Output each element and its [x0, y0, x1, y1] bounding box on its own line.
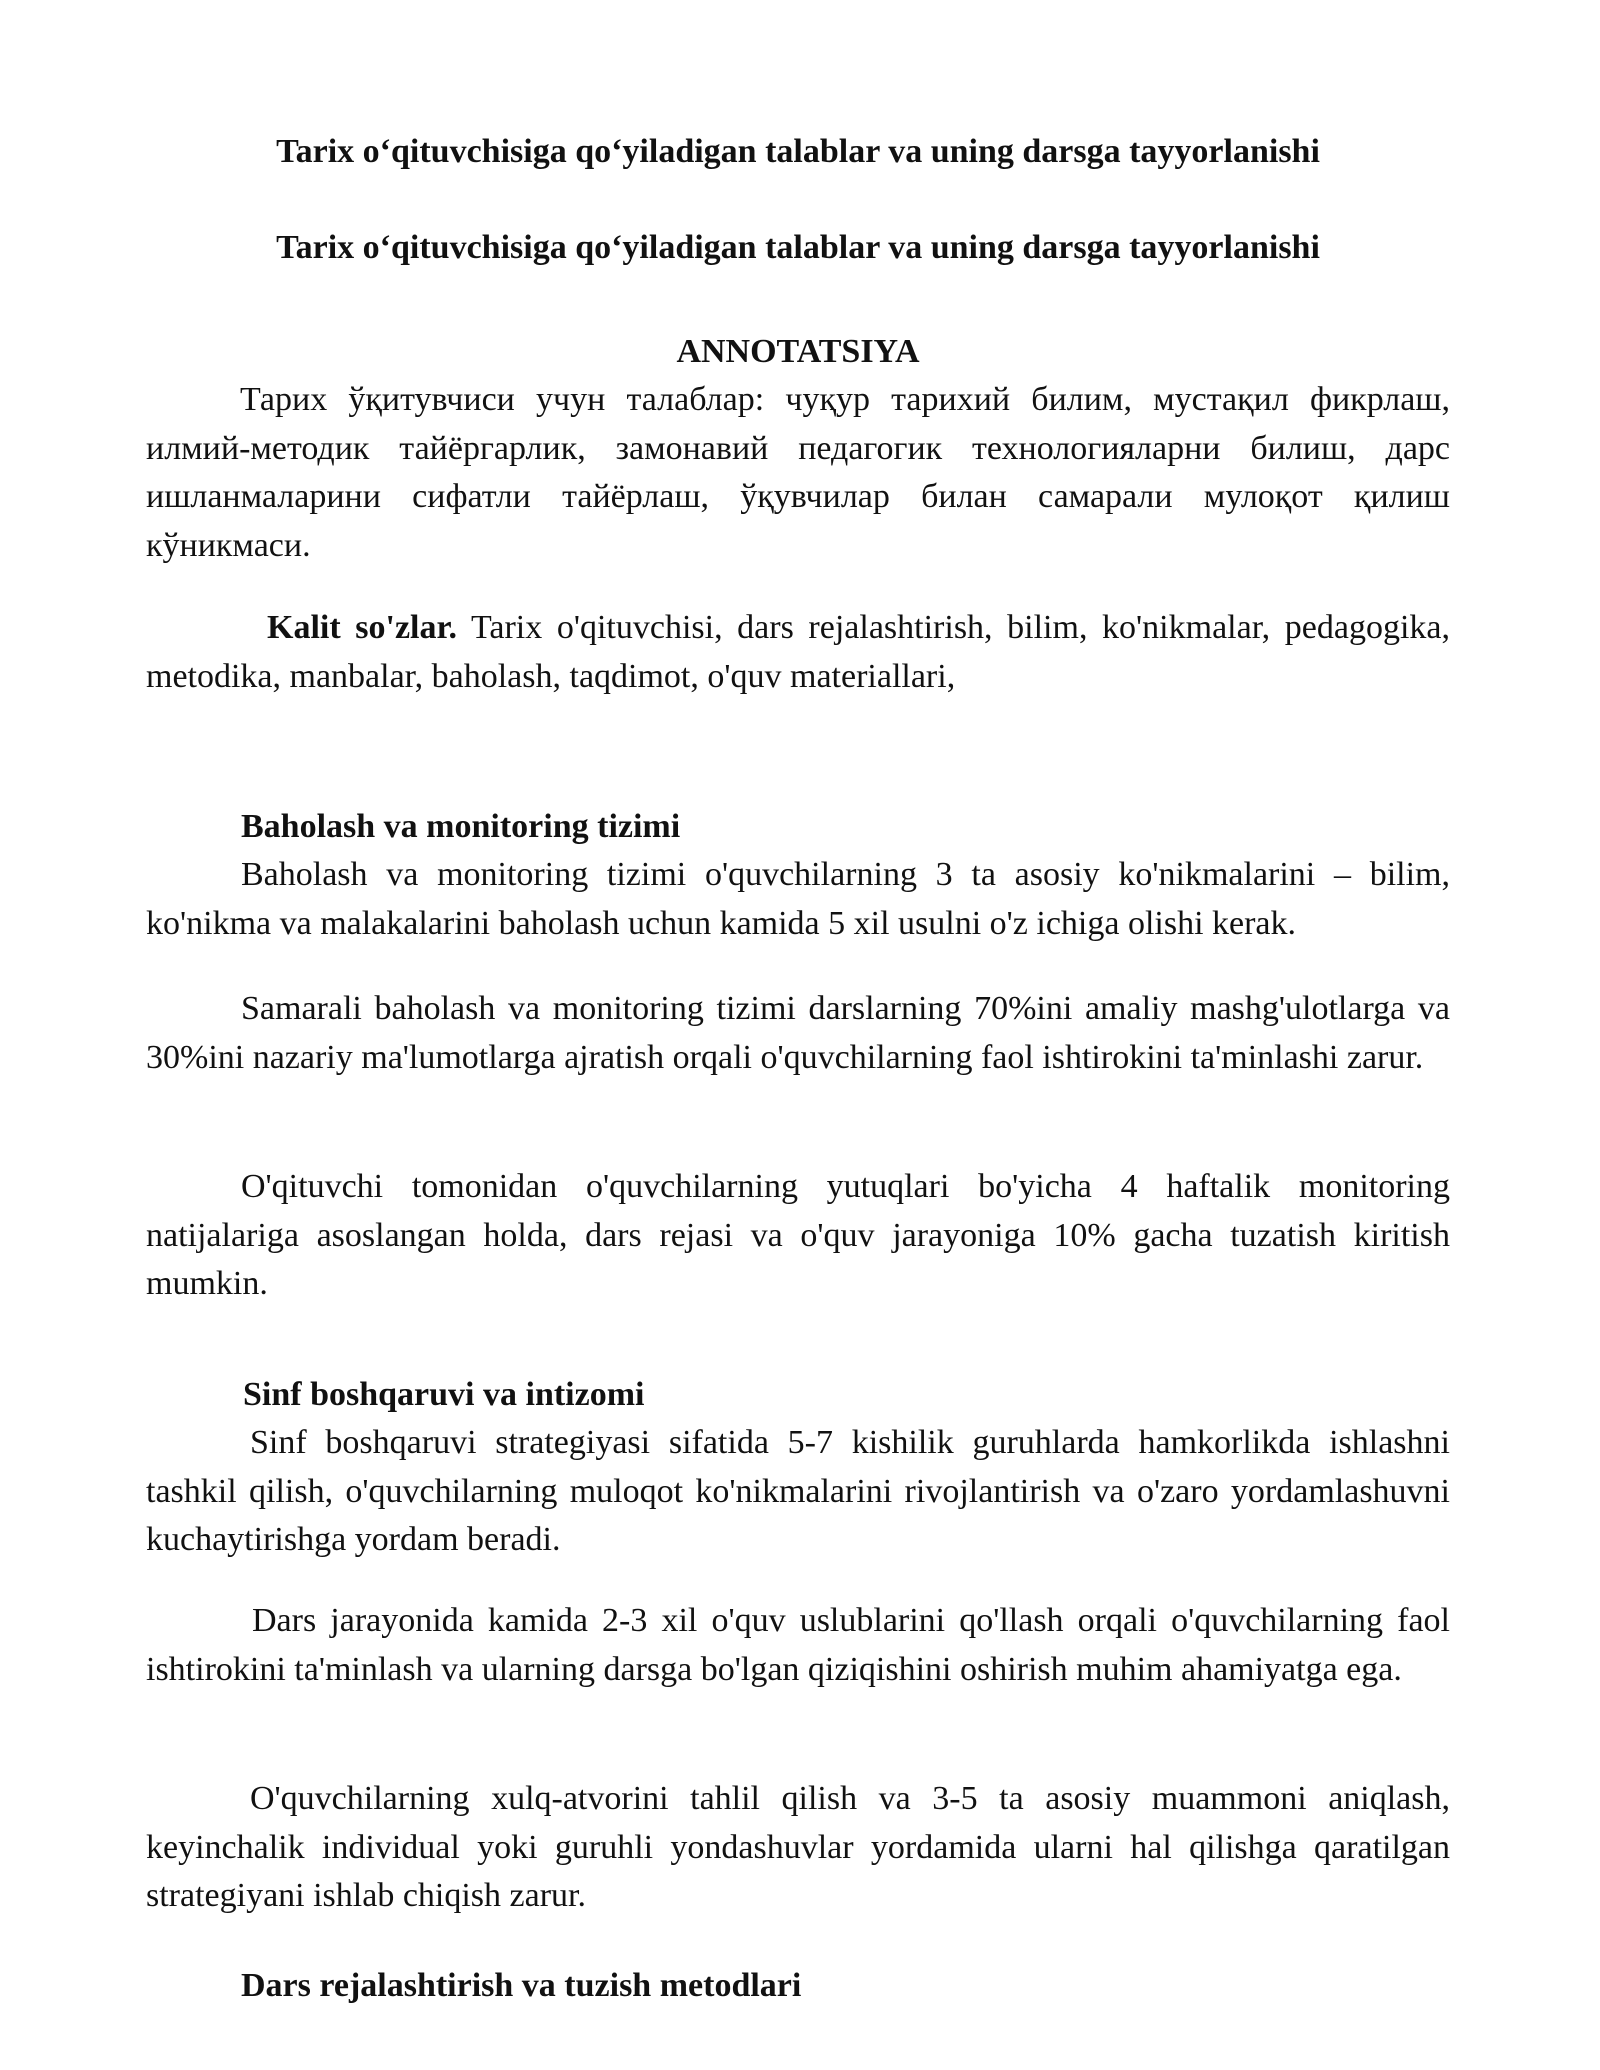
- classroom-paragraph-1: Sinf boshqaruvi strategiyasi sifatida 5-7 kishilik guruhlarda hamkorlikda ishlashni tashkil qilish, o'quvchilarning muloqot ko'nikmalarini rivojlantirish va o'zaro yordamlashuvni kuchaytirishga yordam beradi.: [146, 1424, 1450, 1558]
- keywords-label: Kalit so'zlar.: [267, 609, 457, 646]
- keywords-text: Tarix o'qituvchisi, dars rejalashtirish, bilim, ko'nikmalar, pedagogika, metodika, manbalar, baholash, taqdimot, o'quv materiallari,: [146, 609, 1450, 695]
- section-heading-classroom: Sinf boshqaruvi va intizomi: [243, 1376, 645, 1413]
- keywords-paragraph: [146, 604, 1450, 701]
- classroom-paragraph-3: O'quvchilarning xulq-atvorini tahlil qilish va 3-5 ta asosiy muammoni aniqlash, keyinchalik individual yoki guruhli yondashuvlar yordamida ularni hal qilishga qaratilgan strategiyani ishlab chiqish zarur.: [146, 1780, 1450, 1914]
- assessment-paragraph-3: O'qituvchi tomonidan o'quvchilarning yutuqlari bo'yicha 4 haftalik monitoring natijalariga asoslangan holda, dars rejasi va o'quv jarayoniga 10% gacha tuzatish kiritish mumkin.: [146, 1168, 1450, 1302]
- title-line-1: Tarix o‘qituvchisiga qo‘yiladigan talablar va uning darsga tayyorlanishi: [276, 133, 1320, 170]
- assessment-paragraph-1: Baholash va monitoring tizimi o'quvchilarning 3 ta asosiy ko'nikmalarini – bilim, ko'nikma va malakalarini baholash uchun kamida 5 xil usulni o'z ichiga olishi kerak.: [146, 856, 1450, 942]
- assessment-paragraph-2: Samarali baholash va monitoring tizimi darslarning 70%ini amaliy mashg'ulotlarga va 30%ini nazariy ma'lumotlarga ajratish orqali o'quvchilarning faol ishtirokini ta'minlashi zarur.: [146, 990, 1450, 1076]
- section-heading-assessment: Baholash va monitoring tizimi: [241, 808, 681, 845]
- annotation-text: Тарих ўқитувчиси учун талаблар: чуқур тарихий билим, мустақил фикрлаш, илмий-методик тайёргарлик, замонавий педагогик технологияларни билиш, дарс ишланмаларини сифатли тайёрлаш, ўқувчилар билан самарали мулоқот қилиш кўникмаси.: [146, 381, 1450, 564]
- annotation-heading: ANNOTATSIYA: [676, 333, 920, 370]
- section-heading-planning: Dars rejalashtirish va tuzish metodlari: [241, 1967, 802, 2004]
- title-line-2: Tarix o‘qituvchisiga qo‘yiladigan talablar va uning darsga tayyorlanishi: [276, 229, 1320, 266]
- classroom-paragraph-2: Dars jarayonida kamida 2-3 xil o'quv uslublarini qo'llash orqali o'quvchilarning faol ishtirokini ta'minlash va ularning darsga bo'lgan qiziqishini oshirish muhim ahamiyatga ega.: [146, 1602, 1450, 1688]
